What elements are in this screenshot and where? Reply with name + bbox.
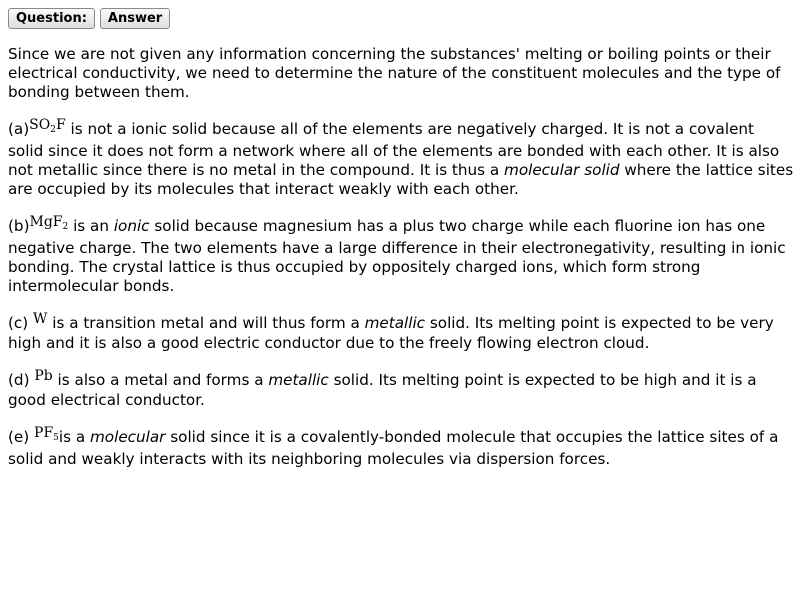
formula-mgf2: MgF$_2$ — [29, 214, 69, 232]
formula-pf5: $PF_5$ — [34, 425, 59, 443]
answer-button[interactable]: Answer — [100, 8, 170, 29]
part-d-paragraph: (d) Pb is also a metal and forms a metallic solid. Its melting point is expected to be high and it is a good electrical conductor. — [8, 368, 757, 409]
part-a-paragraph: $(a)SO_2F$ is not a ionic solid because all of the elements are negatively charged. It is not a covalent solid since it does not form a network where all of the elements are bonded with each other. It is also not metallic since there is no metal in the compound. It is thus a molecular solid where the lattice sites are occupied by its molecules that interact weakly with each other. — [8, 117, 794, 198]
part-a-label: (a) — [8, 120, 30, 138]
part-e-label: (e) — [8, 428, 35, 446]
answer-content — [8, 45, 794, 487]
part-c-label: (c) — [8, 314, 34, 332]
intro-paragraph: Since we are not given any information concerning the substances' melting or boiling points or their electrical conductivity, we need to determine the nature of the constituent molecules and the type of bonding between them. — [8, 45, 781, 101]
formula-w: W — [33, 311, 48, 327]
part-b-label: (b) — [8, 217, 30, 235]
formula-so2f: $SO_2F$ — [29, 117, 66, 135]
part-e-paragraph: (e) $PF_5is$ a molecular solid since it is a covalently-bonded molecule that occupies the lattice sites of a solid and weakly interacts with its neighboring molecules via dispersion forces. — [8, 425, 779, 468]
part-b-paragraph: (b)MgF$_2$ is an ionic solid because magnesium has a plus two charge while each fluorine ion has one negative charge. The two elements have a large difference in their electronegativity, resulting in ionic bonding. The crystal lattice is thus occupied by oppositely charged ions, which form strong intermolecular bonds. — [8, 214, 786, 295]
question-button[interactable]: Question: — [8, 8, 95, 29]
part-c-paragraph: (c) W is a transition metal and will thus form a metallic solid. Its melting point is expected to be very high and it is also a good electric conductor due to the freely flowing electron cloud. — [8, 311, 774, 352]
toolbar — [8, 8, 170, 29]
part-d-label: (d) — [8, 371, 35, 389]
formula-pb: Pb — [34, 368, 53, 384]
